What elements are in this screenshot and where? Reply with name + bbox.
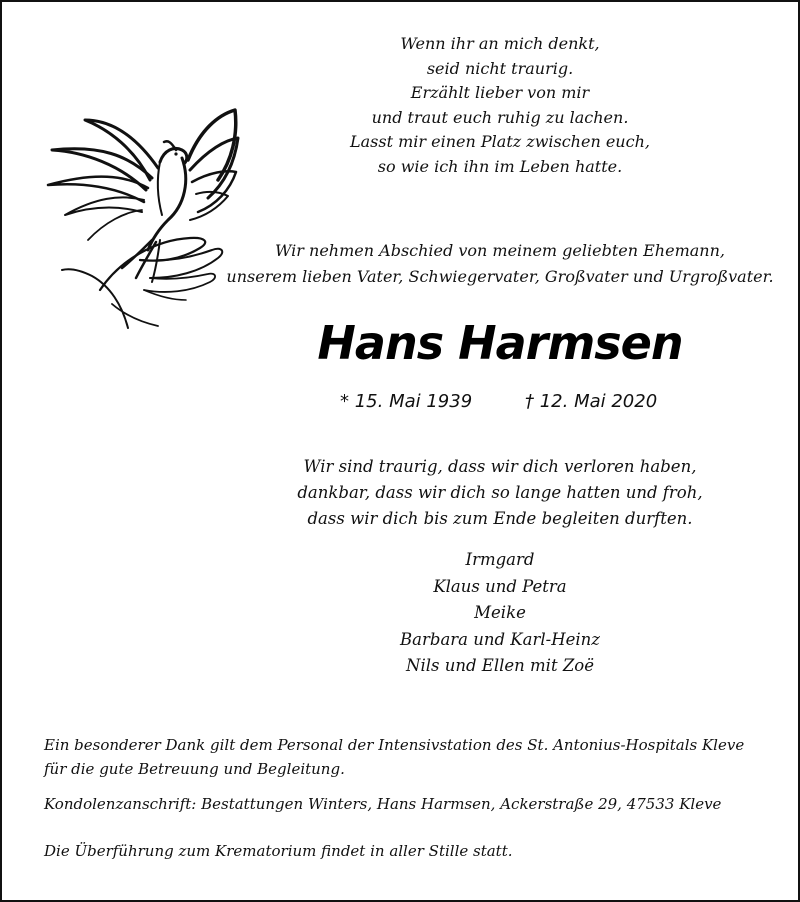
- poem-line: und traut euch ruhig zu lachen.: [371, 107, 629, 127]
- mourner-name: Meike: [474, 603, 526, 622]
- thanks-line: für die gute Betreuung und Begleitung.: [44, 760, 345, 778]
- mourner-name: Nils und Ellen mit Zoë: [406, 656, 594, 675]
- verse-line: dankbar, dass wir dich so lange hatten und froh,: [297, 483, 703, 502]
- poem-line: so wie ich ihn im Leben hatte.: [377, 156, 623, 176]
- dove-with-hand-icon: [40, 90, 255, 335]
- farewell-announcement: [200, 238, 800, 290]
- mourning-verse: [250, 454, 750, 532]
- thanks-line: Ein besonderer Dank gilt dem Personal der Intensivstation des St. Antonius-Hospitals Kleve: [44, 736, 745, 754]
- birth-date: * 15. Mai 1939: [340, 391, 473, 412]
- death-date: † 12. Mai 2020: [525, 391, 658, 412]
- mourner-name: Barbara und Karl-Heinz: [400, 629, 600, 649]
- poem: [300, 32, 700, 179]
- intro-line: Wir nehmen Abschied von meinem geliebten Ehemann,: [275, 241, 725, 260]
- transfer-note: Die Überführung zum Krematorium findet in aller Stille statt.: [44, 842, 513, 860]
- verse-line: Wir sind traurig, dass wir dich verloren haben,: [303, 457, 697, 476]
- poem-line: Wenn ihr an mich denkt,: [400, 34, 600, 53]
- deceased-name: Hans Harmsen: [317, 316, 683, 370]
- condolence-address: Kondolenzanschrift: Bestattungen Winters, Hans Harmsen, Ackerstraße 29, 47533 Kleve: [44, 795, 722, 813]
- intro-line: unserem lieben Vater, Schwiegervater, Großvater und Urgroßvater.: [226, 267, 774, 286]
- poem-line: seid nicht traurig.: [426, 58, 574, 78]
- verse-line: dass wir dich bis zum Ende begleiten durften.: [307, 509, 693, 528]
- poem-line: Erzählt lieber von mir: [410, 83, 590, 102]
- mourner-name: Klaus und Petra: [433, 576, 567, 596]
- mourners-list: [350, 547, 650, 680]
- poem-line: Lasst mir einen Platz zwischen euch,: [350, 132, 650, 151]
- mourner-name: Irmgard: [465, 550, 535, 569]
- thanks-note: [44, 733, 784, 781]
